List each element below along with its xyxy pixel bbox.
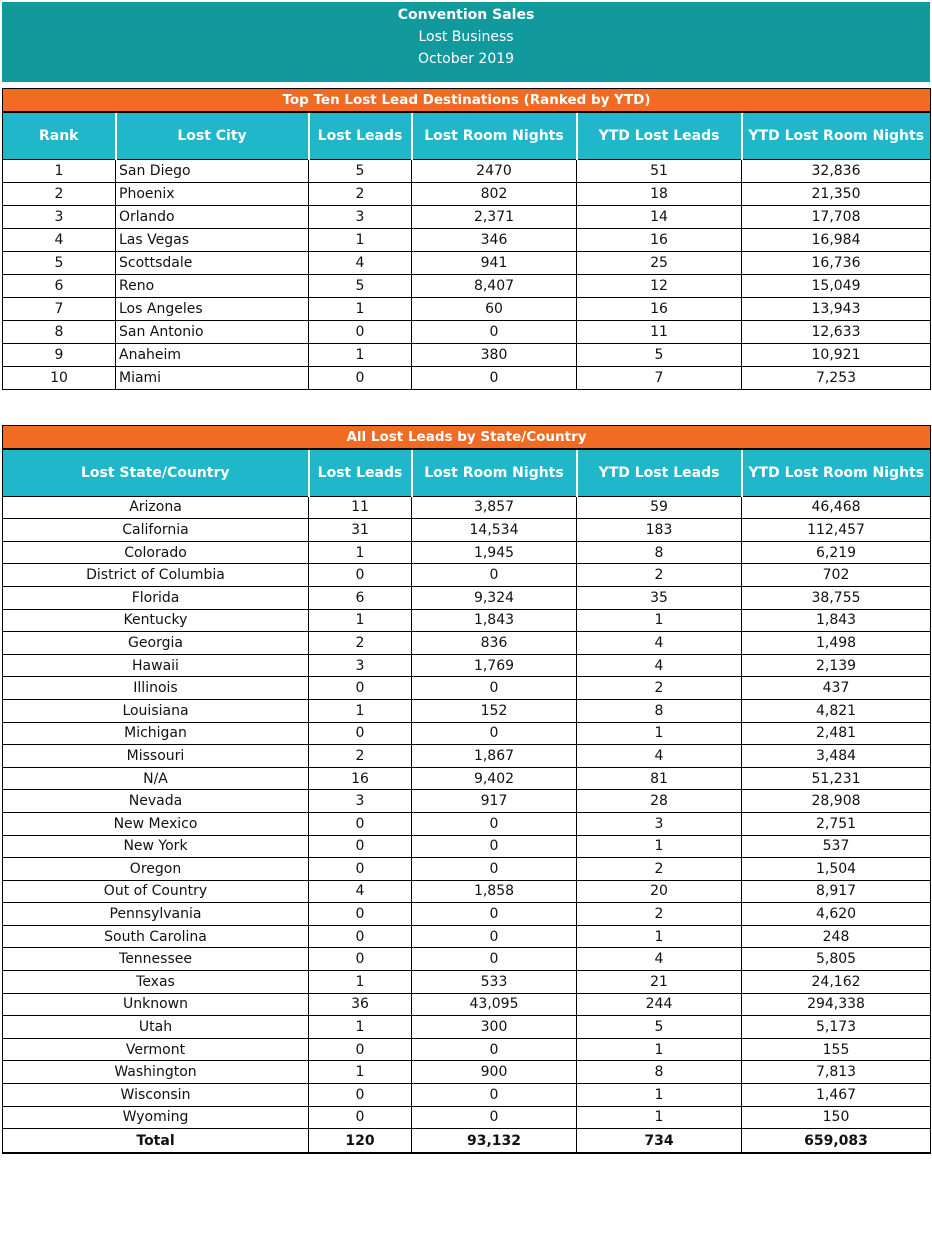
table-cell: 0	[412, 321, 577, 344]
table-row	[3, 858, 931, 881]
table-cell: 13,943	[742, 298, 931, 321]
table-cell: 2,139	[742, 654, 931, 677]
table-row	[3, 1016, 931, 1039]
table-cell: San Diego	[116, 160, 309, 183]
table-cell: California	[3, 519, 309, 542]
table-cell: 10	[3, 367, 116, 390]
table-cell: 1,467	[742, 1084, 931, 1107]
table-cell: 1	[577, 835, 742, 858]
table-cell: 2	[309, 745, 412, 768]
table-cell: 1	[309, 971, 412, 994]
table-cell: 5,805	[742, 948, 931, 971]
table-cell: 4,620	[742, 903, 931, 926]
table-row	[3, 1084, 931, 1107]
table-cell: Arizona	[3, 496, 309, 519]
table-cell: 11	[577, 321, 742, 344]
table-cell: 8	[577, 541, 742, 564]
table-cell: Washington	[3, 1061, 309, 1084]
table-row	[3, 767, 931, 790]
table-cell: Georgia	[3, 632, 309, 655]
table-cell: 2470	[412, 160, 577, 183]
table-cell: 15,049	[742, 275, 931, 298]
table-cell: 1,843	[742, 609, 931, 632]
table-cell: N/A	[3, 767, 309, 790]
table-cell: Wisconsin	[3, 1084, 309, 1107]
table-row	[3, 367, 931, 390]
table-row	[3, 745, 931, 768]
table-cell: 0	[412, 1084, 577, 1107]
report-subtitle: Lost Business	[418, 29, 514, 45]
table-row	[3, 298, 931, 321]
table-row	[3, 677, 931, 700]
table-row	[3, 496, 931, 519]
table-cell: 1	[577, 609, 742, 632]
table-cell: 51	[577, 160, 742, 183]
table-cell: 36	[309, 993, 412, 1016]
table-cell: 25	[577, 252, 742, 275]
table-cell: 294,338	[742, 993, 931, 1016]
table-cell: 5,173	[742, 1016, 931, 1039]
table-row	[3, 1038, 931, 1061]
table-cell: 0	[309, 1038, 412, 1061]
table-cell: 2,371	[412, 206, 577, 229]
table-cell: Kentucky	[3, 609, 309, 632]
table-row	[3, 609, 931, 632]
table-cell: 24,162	[742, 971, 931, 994]
table-cell: 537	[742, 835, 931, 858]
table-cell: 32,836	[742, 160, 931, 183]
table-cell: 11	[309, 496, 412, 519]
table-cell: 941	[412, 252, 577, 275]
table-cell: 2	[309, 183, 412, 206]
table-cell: 4	[577, 632, 742, 655]
table-cell: 183	[577, 519, 742, 542]
total-cell: 734	[577, 1129, 742, 1154]
table-cell: Illinois	[3, 677, 309, 700]
table-cell: 0	[412, 948, 577, 971]
column-header: Lost Room Nights	[412, 449, 577, 497]
table-cell: 0	[309, 858, 412, 881]
table-cell: 1	[309, 1061, 412, 1084]
table-row	[3, 1106, 931, 1129]
table-cell: 17,708	[742, 206, 931, 229]
table-cell: 8	[577, 699, 742, 722]
table-cell: 4	[577, 745, 742, 768]
table-row	[3, 903, 931, 926]
table-cell: 28,908	[742, 790, 931, 813]
table-cell: Las Vegas	[116, 229, 309, 252]
column-header: Lost City	[116, 112, 309, 160]
table-cell: San Antonio	[116, 321, 309, 344]
table-cell: Anaheim	[116, 344, 309, 367]
table-cell: 16,736	[742, 252, 931, 275]
table-cell: 900	[412, 1061, 577, 1084]
table-cell: 14	[577, 206, 742, 229]
table-cell: 702	[742, 564, 931, 587]
table-cell: 43,095	[412, 993, 577, 1016]
table-cell: 21	[577, 971, 742, 994]
total-cell: 659,083	[742, 1129, 931, 1154]
table-cell: 2	[577, 858, 742, 881]
table-row	[3, 541, 931, 564]
table-cell: Vermont	[3, 1038, 309, 1061]
table-cell: 1,858	[412, 880, 577, 903]
table-cell: 0	[309, 367, 412, 390]
table-cell: 0	[309, 812, 412, 835]
table-cell: 16	[309, 767, 412, 790]
state-banner: All Lost Leads by State/Country	[3, 426, 931, 449]
table-cell: New Mexico	[3, 812, 309, 835]
table-cell: 6	[3, 275, 116, 298]
table-cell: 7	[577, 367, 742, 390]
table-cell: 4	[309, 880, 412, 903]
table-cell: 10,921	[742, 344, 931, 367]
total-cell: 93,132	[412, 1129, 577, 1154]
table-cell: 2	[577, 903, 742, 926]
table-cell: 5	[577, 1016, 742, 1039]
table-cell: 3	[309, 206, 412, 229]
table-cell: 0	[412, 835, 577, 858]
table-cell: Miami	[116, 367, 309, 390]
table-cell: 244	[577, 993, 742, 1016]
table-cell: 8	[577, 1061, 742, 1084]
table-cell: 1	[309, 609, 412, 632]
table-row	[3, 790, 931, 813]
table-cell: 1,769	[412, 654, 577, 677]
state-banner-row	[3, 426, 931, 449]
table-cell: Texas	[3, 971, 309, 994]
table-cell: 46,468	[742, 496, 931, 519]
table-cell: 1	[3, 160, 116, 183]
table-cell: 437	[742, 677, 931, 700]
table-cell: Colorado	[3, 541, 309, 564]
table-cell: 1,504	[742, 858, 931, 881]
table-row	[3, 252, 931, 275]
table-cell: 4	[309, 252, 412, 275]
table-cell: 60	[412, 298, 577, 321]
column-header: YTD Lost Room Nights	[742, 449, 931, 497]
table-cell: Missouri	[3, 745, 309, 768]
table-cell: Nevada	[3, 790, 309, 813]
table-cell: 2	[3, 183, 116, 206]
table-row	[3, 993, 931, 1016]
report-title: Convention Sales	[397, 7, 535, 23]
column-header: YTD Lost Leads	[577, 112, 742, 160]
top-ten-table	[2, 88, 931, 390]
table-cell: Oregon	[3, 858, 309, 881]
table-cell: 2	[309, 632, 412, 655]
table-cell: 1	[309, 1016, 412, 1039]
table-cell: South Carolina	[3, 925, 309, 948]
total-cell: 120	[309, 1129, 412, 1154]
table-cell: 0	[412, 564, 577, 587]
table-cell: 4	[577, 654, 742, 677]
table-cell: Unknown	[3, 993, 309, 1016]
table-cell: 1	[309, 541, 412, 564]
table-row	[3, 229, 931, 252]
table-cell: 1	[309, 229, 412, 252]
table-cell: Phoenix	[116, 183, 309, 206]
table-cell: 0	[412, 367, 577, 390]
table-row	[3, 183, 931, 206]
table-cell: Tennessee	[3, 948, 309, 971]
table-cell: 7,253	[742, 367, 931, 390]
table-cell: 1	[577, 1084, 742, 1107]
table-cell: 3,857	[412, 496, 577, 519]
table-cell: Florida	[3, 586, 309, 609]
table-cell: 0	[412, 1038, 577, 1061]
table-cell: 5	[3, 252, 116, 275]
table-cell: Reno	[116, 275, 309, 298]
total-cell: Total	[3, 1129, 309, 1154]
table-cell: 0	[412, 677, 577, 700]
table-cell: 2,481	[742, 722, 931, 745]
table-cell: 155	[742, 1038, 931, 1061]
table-cell: 1	[577, 722, 742, 745]
table-cell: 9	[3, 344, 116, 367]
top-ten-banner: Top Ten Lost Lead Destinations (Ranked by YTD)	[3, 89, 931, 113]
column-header: Lost Leads	[309, 449, 412, 497]
table-row	[3, 275, 931, 298]
table-cell: 1,867	[412, 745, 577, 768]
table-cell: 16,984	[742, 229, 931, 252]
table-cell: 4	[577, 948, 742, 971]
table-cell: 12	[577, 275, 742, 298]
column-header: Rank	[3, 112, 116, 160]
table-cell: 9,402	[412, 767, 577, 790]
table-cell: 0	[309, 722, 412, 745]
table-cell: Pennsylvania	[3, 903, 309, 926]
column-header: YTD Lost Leads	[577, 449, 742, 497]
table-cell: 1	[577, 1038, 742, 1061]
table-cell: 20	[577, 880, 742, 903]
table-cell: 5	[577, 344, 742, 367]
table-cell: 1	[309, 699, 412, 722]
table-row	[3, 971, 931, 994]
state-country-table	[2, 425, 931, 1154]
table-cell: 4,821	[742, 699, 931, 722]
table-cell: 0	[309, 1084, 412, 1107]
table-cell: 0	[309, 321, 412, 344]
table-cell: 18	[577, 183, 742, 206]
table-cell: 1,498	[742, 632, 931, 655]
table-cell: Michigan	[3, 722, 309, 745]
top-ten-column-headers	[3, 112, 931, 160]
table-cell: 28	[577, 790, 742, 813]
table-cell: Orlando	[116, 206, 309, 229]
table-cell: 150	[742, 1106, 931, 1129]
table-cell: 1	[577, 925, 742, 948]
state-column-headers	[3, 449, 931, 497]
table-cell: 0	[412, 858, 577, 881]
table-row	[3, 321, 931, 344]
table-row	[3, 880, 931, 903]
table-row	[3, 812, 931, 835]
table-cell: Los Angeles	[116, 298, 309, 321]
table-cell: 1	[309, 298, 412, 321]
table-cell: 1,843	[412, 609, 577, 632]
table-cell: 1	[309, 344, 412, 367]
table-cell: 0	[309, 1106, 412, 1129]
table-cell: 35	[577, 586, 742, 609]
table-cell: 51,231	[742, 767, 931, 790]
table-cell: 2	[577, 677, 742, 700]
table-cell: Louisiana	[3, 699, 309, 722]
table-cell: 1	[577, 1106, 742, 1129]
table-cell: 16	[577, 229, 742, 252]
table-cell: 0	[309, 835, 412, 858]
table-cell: 380	[412, 344, 577, 367]
table-row	[3, 160, 931, 183]
table-cell: 4	[3, 229, 116, 252]
table-cell: 3	[309, 654, 412, 677]
table-row	[3, 948, 931, 971]
table-row	[3, 1061, 931, 1084]
column-header: Lost State/Country	[3, 449, 309, 497]
table-cell: 7	[3, 298, 116, 321]
table-cell: 6	[309, 586, 412, 609]
table-cell: District of Columbia	[3, 564, 309, 587]
table-row	[3, 654, 931, 677]
table-cell: Scottsdale	[116, 252, 309, 275]
table-cell: 0	[412, 903, 577, 926]
table-cell: 3	[309, 790, 412, 813]
table-cell: 9,324	[412, 586, 577, 609]
table-cell: 5	[309, 275, 412, 298]
table-row	[3, 564, 931, 587]
table-cell: 16	[577, 298, 742, 321]
table-cell: 5	[309, 160, 412, 183]
table-row	[3, 925, 931, 948]
table-cell: 12,633	[742, 321, 931, 344]
column-header: YTD Lost Room Nights	[742, 112, 931, 160]
table-cell: 0	[309, 948, 412, 971]
table-cell: 112,457	[742, 519, 931, 542]
table-cell: 0	[309, 903, 412, 926]
table-cell: Out of Country	[3, 880, 309, 903]
table-cell: 1,945	[412, 541, 577, 564]
table-cell: 533	[412, 971, 577, 994]
table-cell: 0	[412, 1106, 577, 1129]
table-row	[3, 519, 931, 542]
table-cell: 8,917	[742, 880, 931, 903]
report-header	[2, 2, 930, 82]
table-row	[3, 722, 931, 745]
table-cell: 8,407	[412, 275, 577, 298]
total-row	[3, 1129, 931, 1154]
table-cell: 0	[412, 722, 577, 745]
table-cell: 152	[412, 699, 577, 722]
table-cell: New York	[3, 835, 309, 858]
table-cell: 346	[412, 229, 577, 252]
table-cell: 248	[742, 925, 931, 948]
table-cell: 3,484	[742, 745, 931, 768]
table-row	[3, 206, 931, 229]
table-cell: Wyoming	[3, 1106, 309, 1129]
table-cell: 8	[3, 321, 116, 344]
table-cell: 6,219	[742, 541, 931, 564]
table-cell: 0	[309, 677, 412, 700]
column-header: Lost Leads	[309, 112, 412, 160]
table-cell: 31	[309, 519, 412, 542]
table-cell: 0	[309, 925, 412, 948]
table-cell: 0	[412, 925, 577, 948]
table-cell: 38,755	[742, 586, 931, 609]
table-cell: 836	[412, 632, 577, 655]
table-row	[3, 586, 931, 609]
table-row	[3, 344, 931, 367]
top-ten-banner-row	[3, 89, 931, 113]
table-cell: 917	[412, 790, 577, 813]
table-row	[3, 699, 931, 722]
table-cell: 2,751	[742, 812, 931, 835]
table-cell: 0	[412, 812, 577, 835]
table-cell: 7,813	[742, 1061, 931, 1084]
table-cell: 14,534	[412, 519, 577, 542]
table-cell: Utah	[3, 1016, 309, 1039]
report-period: October 2019	[417, 51, 515, 67]
table-cell: 59	[577, 496, 742, 519]
table-cell: 300	[412, 1016, 577, 1039]
table-cell: 81	[577, 767, 742, 790]
table-cell: 21,350	[742, 183, 931, 206]
table-cell: 3	[577, 812, 742, 835]
table-row	[3, 632, 931, 655]
table-row	[3, 835, 931, 858]
table-cell: 802	[412, 183, 577, 206]
table-cell: 3	[3, 206, 116, 229]
column-header: Lost Room Nights	[412, 112, 577, 160]
table-cell: Hawaii	[3, 654, 309, 677]
table-cell: 0	[309, 564, 412, 587]
table-cell: 2	[577, 564, 742, 587]
